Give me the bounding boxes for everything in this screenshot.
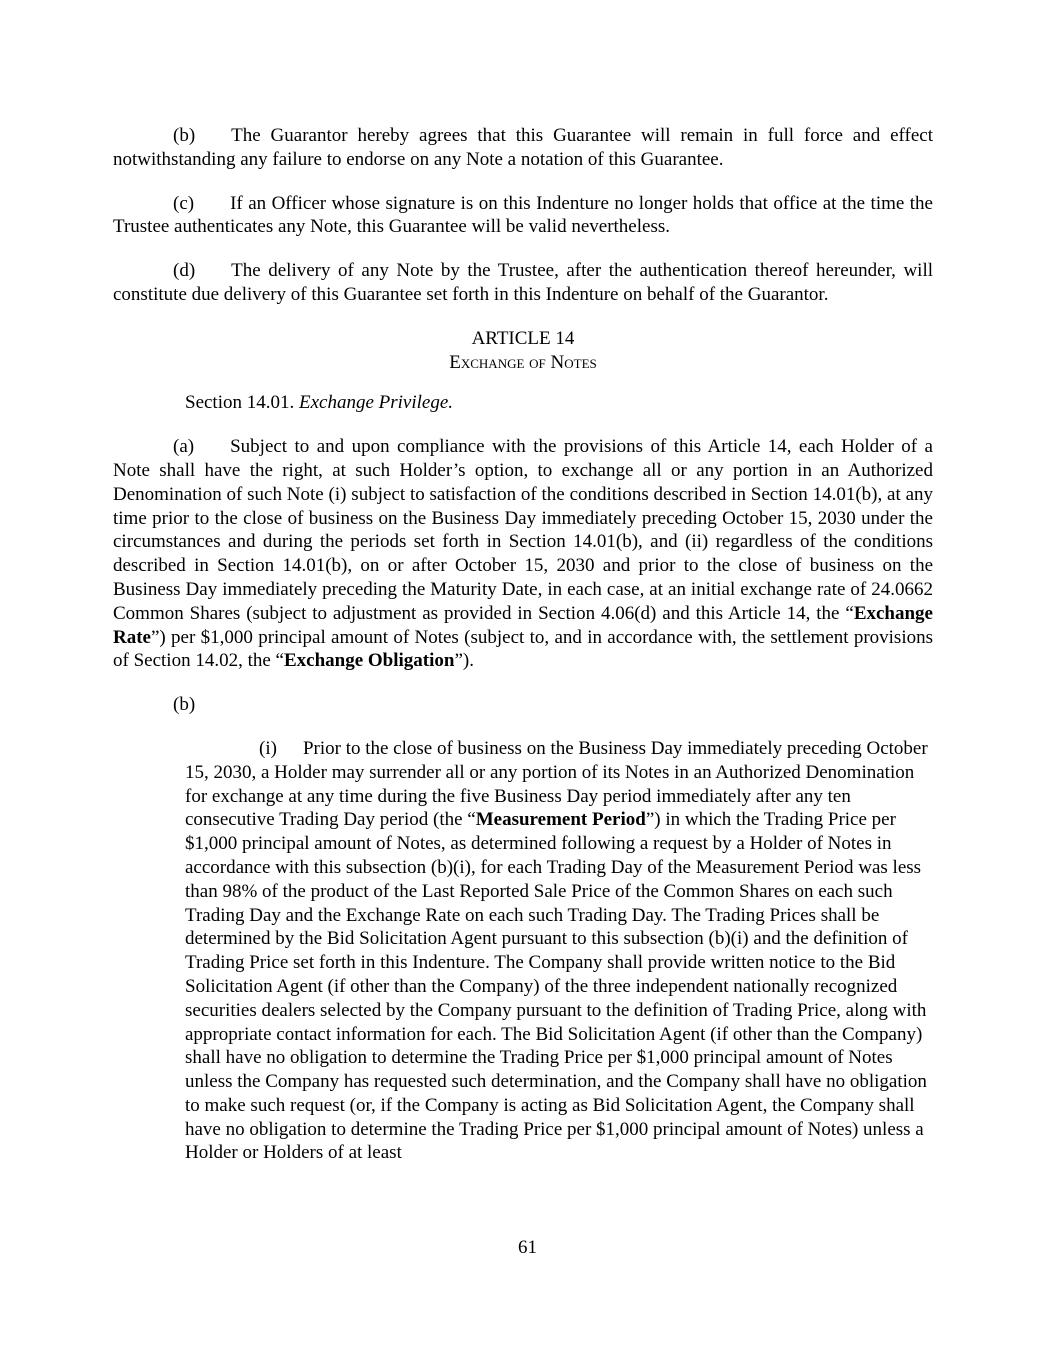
defined-term-exchange-rate: Exchange Rate [113, 602, 933, 648]
paragraph-b [113, 124, 933, 172]
paragraph-text: The Guarantor hereby agrees that this Guarantee will remain in full force and effect notwithstanding any failure to endorse on any Note a notation of this Guarantee. [113, 125, 933, 170]
section-number: Section 14.01. [185, 392, 295, 414]
paragraph-text: ”). [454, 650, 474, 672]
paragraph-text: If an Officer whose signature is on this Indenture no longer holds that office at the time the Trustee authenticates any Note, this Guarantee will be valid nevertheless. [113, 192, 933, 238]
subparagraph-i [113, 737, 933, 1165]
paragraph-label: (b) [173, 125, 196, 146]
article-title: ARTICLE 14 [471, 327, 575, 349]
paragraph-label: (c) [173, 192, 195, 214]
paragraph-b2-label: (b) [173, 694, 196, 716]
paragraph-text: The delivery of any Note by the Trustee, after the authentication thereof hereunder, will constitute due delivery of this Guarantee set forth in this Indenture on behalf of the Guarantor. [113, 260, 933, 305]
subparagraph-label: (i) [259, 737, 277, 759]
paragraph-text: ”) per $1,000 principal amount of Notes (subject to, and in accordance with, the settlement provisions of Section 14.02, the “ [113, 626, 933, 672]
section-heading [113, 391, 933, 415]
paragraph-a [113, 435, 933, 673]
defined-term-measurement-period: Measurement Period [475, 809, 646, 831]
paragraph-text: Subject to and upon compliance with the provisions of this Article 14, each Holder of a Note shall have the right, at such Holder’s option, to exchange all or any portion in an Authorized Denomination of such Note (i) subject to satisfaction of the conditions described in Section 14.01(b), at any time prior to the close of business on the Business Day immediately preceding October 15, 2030 under the circumstances and during the periods set forth in Section 14.01(b), and (ii) regardless of the conditions described in Section 14.01(b), on or after October 15, 2030 and prior to the close of business on the Business Day immediately preceding the Maturity Date, in each case, at an initial exchange rate of 24.0662 Common Shares (subject to adjustment as provided in Section 4.06(d) and this Article 14, the “ [113, 436, 933, 624]
paragraph-d [113, 259, 933, 307]
subparagraph-text: Prior to the close of business on the Business Day immediately preceding October 15, 2030, a Holder may surrender all or any portion of its Notes in an Authorized Denomination for exchange at any time during the five Business Day period immediately after any ten consecutive Trading Day period (the “ [185, 737, 928, 831]
paragraph-label: (a) [173, 436, 195, 458]
article-subtitle: Exchange of Notes [449, 351, 597, 373]
defined-term-exchange-obligation: Exchange Obligation [283, 650, 455, 672]
section-title: Exchange Privilege. [299, 392, 454, 414]
document-page [113, 124, 933, 1165]
subparagraph-text: ”) in which the Trading Price per $1,000 principal amount of Notes, as determined following a request by a Holder of Notes in accordance with this subsection (b)(i), for each Trading Day of the Measurement Period was less than 98% of the product of the Last Reported Sale Price of the Common Shares on each such Trading Day and the Exchange Rate on each such Trading Day. The Trading Prices shall be determined by the Bid Solicitation Agent pursuant to this subsection (b)(i) and the definition of Trading Price set forth in this Indenture. The Company shall provide written notice to the Bid Solicitation Agent (if other than the Company) of the three independent nationally recognized securities dealers selected by the Company pursuant to the definition of Trading Price, along with appropriate contact information for each. The Bid Solicitation Agent (if other than the Company) shall have no obligation to determine the Trading Price per $1,000 principal amount of Notes unless the Company has requested such determination, and the Company shall have no obligation to make such request (or, if the Company is acting as Bid Solicitation Agent, the Company shall have no obligation to determine the Trading Price per $1,000 principal amount of Notes) unless a Holder or Holders of at least [185, 809, 927, 1164]
paragraph-label: (d) [173, 260, 196, 282]
page-number: 61 [518, 1237, 537, 1258]
paragraph-c [113, 192, 933, 240]
